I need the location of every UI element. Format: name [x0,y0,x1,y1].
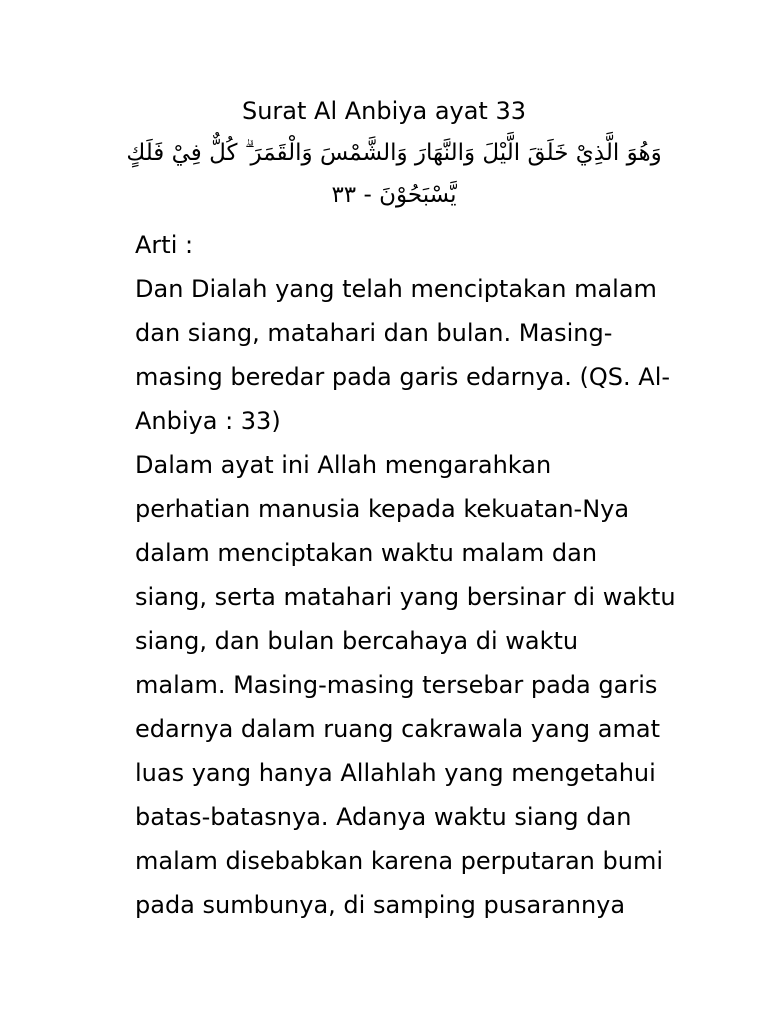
text-line: Dan Dialah yang telah menciptakan malam [135,275,657,303]
text-line: siang, serta matahari yang bersinar di waktu [135,583,676,611]
page-title: Surat Al Anbiya ayat 33 [241,97,527,125]
text-line: luas yang hanya Allahlah yang mengetahui [135,759,656,787]
body-text [135,223,695,927]
arabic-verse-line: يَّسْبَحُوْنَ - ٣٣ [331,182,457,208]
text-line: malam disebabkan karena perputaran bumi [135,847,664,875]
text-line: Anbiya : 33) [135,407,281,435]
translation-heading: Arti : [135,231,194,259]
text-line: malam. Masing-masing tersebar pada garis [135,671,658,699]
text-line: perhatian manusia kepada kekuatan-Nya [135,495,630,523]
text-line: batas-batasnya. Adanya waktu siang dan [135,803,632,831]
arabic-verse-line: وَهُوَ الَّذِيْ خَلَقَ الَّيْلَ وَالنَّهَارَ وَالشَّمْسَ وَالْقَمَرَ ۗ كُلٌّ فِيْ فَلَكٍ [126,140,662,166]
text-line: dan siang, matahari dan bulan. Masing- [135,319,613,347]
text-line: Dalam ayat ini Allah mengarahkan [135,451,552,479]
text-line: masing beredar pada garis edarnya. (QS. Al- [135,363,671,391]
text-line: edarnya dalam ruang cakrawala yang amat [135,715,660,743]
text-line: pada sumbunya, di samping pusarannya [135,891,626,919]
text-line: siang, dan bulan bercahaya di waktu [135,627,579,655]
text-line: dalam menciptakan waktu malam dan [135,539,598,567]
arabic-verse [120,132,668,216]
